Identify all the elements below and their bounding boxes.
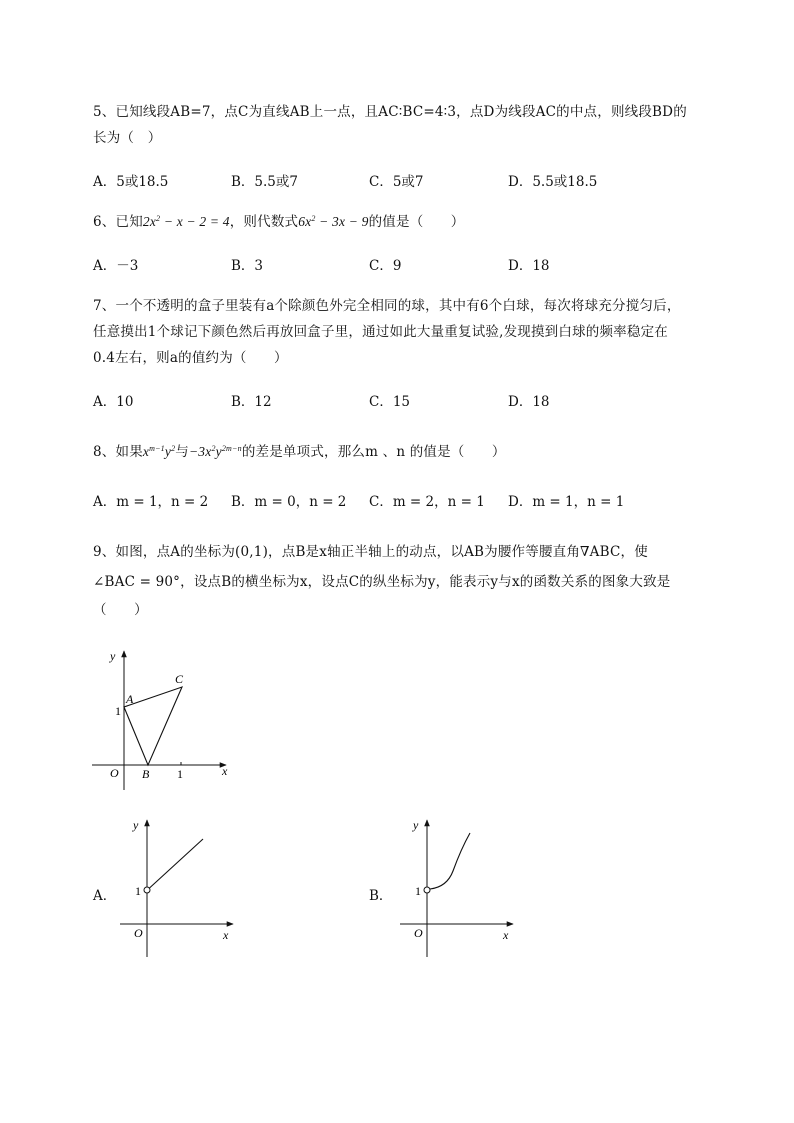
graph-a-open-point xyxy=(144,887,150,893)
q8-option-d[interactable]: D．m = 1，n = 1 xyxy=(508,494,625,510)
fig-y-one: 1 xyxy=(115,704,121,718)
q6-suffix: 的值是（ ） xyxy=(368,214,465,230)
graph-b-one-label: 1 xyxy=(415,884,421,898)
q5-option-d[interactable]: D．5.5或18.5 xyxy=(508,174,598,190)
q6-eq1-b: − x − 2 = 4 xyxy=(160,214,230,229)
q6-mid: ，则代数式 xyxy=(229,214,299,230)
point-c-label: C xyxy=(175,672,184,686)
graph-a-origin-label: O xyxy=(134,926,143,940)
q8-t2-exp: 2 xyxy=(211,444,216,453)
q8-t1-yexp: 2 xyxy=(171,444,176,453)
q6-stem xyxy=(93,210,465,230)
graph-option-a[interactable] xyxy=(115,815,240,960)
q8-term2 xyxy=(189,444,242,459)
q8-stem xyxy=(93,440,506,460)
q6-eq1-a: 2x xyxy=(142,214,157,229)
q7-line3: 0.4左右，则a的值约为（ ） xyxy=(93,350,288,366)
q8-t1-exp: m−1 xyxy=(149,444,165,453)
q6-eq2-a: 6x xyxy=(298,214,312,229)
q6-eq1 xyxy=(143,214,230,229)
q7-option-c[interactable]: C．15 xyxy=(369,394,411,410)
fig-x-one: 1 xyxy=(177,767,183,781)
q6-eq2-exp: 2 xyxy=(311,214,316,223)
q6-option-a[interactable]: A．－3 xyxy=(93,258,139,274)
q6-prefix: 6、已知 xyxy=(93,214,143,230)
point-a-label: A xyxy=(126,692,134,706)
q8-t2-a: −3x xyxy=(188,444,212,459)
q8-t2-y: y xyxy=(215,444,222,459)
point-b-label: B xyxy=(142,767,150,781)
fig-y-label: y xyxy=(110,649,116,663)
q9-line2: ∠BAC = 90°，设点B的横坐标为x，设点C的纵坐标为y，能表示y与x的函数关系的图象大致是 xyxy=(93,574,671,590)
q5-option-b[interactable]: B．5.5或7 xyxy=(231,174,298,190)
q6-eq2 xyxy=(298,214,368,229)
q9-option-b[interactable]: B． xyxy=(369,888,393,904)
q7-option-a[interactable]: A．10 xyxy=(93,394,134,410)
q7-line1: 7、一个不透明的盒子里装有a个除颜色外完全相同的球，其中有6个白球，每次将球充分搅匀后， xyxy=(93,298,681,314)
q6-option-d[interactable]: D．18 xyxy=(508,258,550,274)
fig-origin-label: O xyxy=(110,766,119,780)
q8-t2-yexp: 2m−n xyxy=(221,444,242,453)
q6-option-b[interactable]: B．3 xyxy=(231,258,264,274)
graph-b-open-point xyxy=(424,887,430,893)
q9-line3: （ ） xyxy=(93,602,148,618)
triangle-figure xyxy=(90,645,240,795)
q8-suffix: 的差是单项式，那么m 、n 的值是（ ） xyxy=(241,444,506,460)
graph-b-curve xyxy=(430,833,470,889)
q5-line1: 5、已知线段AB=7，点C为直线AB上一点，且AC∶BC=4∶3，点D为线段AC的中点，则线段BD的 xyxy=(93,104,687,120)
q6-eq2-b: − 3x − 9 xyxy=(315,214,369,229)
q8-t1-y: y xyxy=(164,444,172,459)
q8-term1 xyxy=(143,444,175,459)
q5-option-c[interactable]: C．5或7 xyxy=(369,174,424,190)
q5-line2: 长为（ ） xyxy=(93,130,162,146)
q8-option-c[interactable]: C．m = 2，n = 1 xyxy=(369,494,485,510)
q5-option-a[interactable]: A．5或18.5 xyxy=(93,174,169,190)
graph-a-y-label: y xyxy=(133,818,139,832)
q8-t1-base: x xyxy=(142,444,150,459)
q9-line1: 9、如图，点A的坐标为(0,1)，点B是x轴正半轴上的动点，以AB为腰作等腰直角∇ABC，使 xyxy=(93,544,648,560)
q9-option-a[interactable]: A． xyxy=(93,888,117,904)
q6-eq1-exp: 2 xyxy=(156,214,161,223)
fig-x-label: x xyxy=(222,764,228,778)
graph-option-b[interactable] xyxy=(395,815,520,960)
graph-a-line xyxy=(150,839,204,888)
q7-option-d[interactable]: D．18 xyxy=(508,394,550,410)
q7-option-b[interactable]: B．12 xyxy=(231,394,272,410)
q8-option-b[interactable]: B．m = 0，n = 2 xyxy=(231,494,347,510)
q7-line2: 任意摸出1个球记下颜色然后再放回盒子里，通过如此大量重复试验,发现摸到白球的频率稳定在 xyxy=(93,324,668,340)
q8-option-a[interactable]: A．m = 1，n = 2 xyxy=(93,494,209,510)
q8-mid: 与 xyxy=(175,444,189,460)
graph-b-y-label: y xyxy=(413,818,419,832)
q6-option-c[interactable]: C．9 xyxy=(369,258,402,274)
graph-b-x-label: x xyxy=(503,928,509,942)
graph-b-origin-label: O xyxy=(414,926,423,940)
q8-prefix: 8、如果 xyxy=(93,444,143,460)
graph-a-one-label: 1 xyxy=(135,884,141,898)
graph-a-x-label: x xyxy=(223,928,229,942)
